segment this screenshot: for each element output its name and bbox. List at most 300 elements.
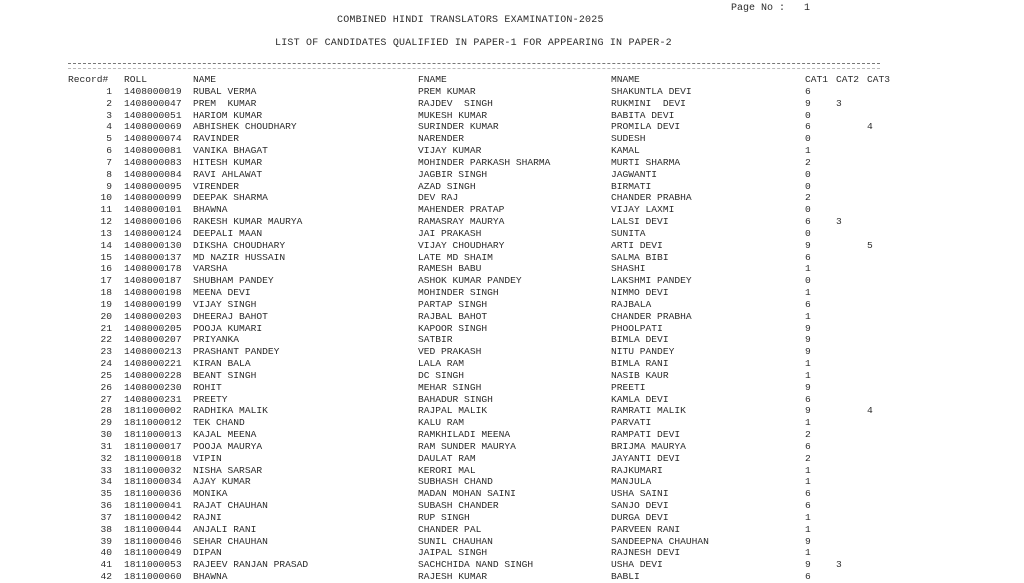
roll-cell: 1811000012 [124, 417, 182, 429]
table-row [0, 382, 1024, 394]
cat1-cell: 9 [805, 334, 811, 346]
mname-cell: RAJKUMARI [611, 464, 663, 476]
roll-cell: 1811000049 [124, 547, 182, 559]
cat1-cell: 6 [805, 488, 811, 500]
mname-cell: BIMLA RANI [611, 358, 669, 370]
record-cell: 23 [100, 346, 112, 358]
mname-cell: BIRMATI [611, 180, 652, 192]
cat1-cell: 9 [805, 239, 811, 251]
record-cell: 35 [100, 488, 112, 500]
record-cell: 27 [100, 393, 112, 405]
header-name: NAME [193, 74, 217, 85]
roll-cell: 1408000199 [124, 298, 182, 310]
record-cell: 18 [100, 287, 112, 299]
fname-cell: SATBIR [418, 334, 453, 346]
name-cell: SHUBHAM PANDEY [193, 275, 274, 287]
header-cat1: CAT1 [805, 74, 829, 85]
table-row [0, 405, 1024, 417]
record-cell: 25 [100, 369, 112, 381]
cat3-cell: 4 [867, 121, 873, 133]
cat1-cell: 6 [805, 571, 811, 583]
name-cell: DIKSHA CHOUDHARY [193, 239, 286, 251]
fname-cell: RAJDEV SINGH [418, 97, 493, 109]
table-row [0, 547, 1024, 559]
name-cell: BEANT SINGH [193, 369, 257, 381]
cat2-cell: 3 [836, 216, 842, 228]
cat1-cell: 6 [805, 86, 811, 97]
table-row [0, 133, 1024, 145]
name-cell: DEEPALI MAAN [193, 227, 263, 239]
name-cell: RAJNI [193, 511, 222, 523]
cat1-cell: 0 [805, 180, 811, 192]
cat1-cell: 1 [805, 511, 811, 523]
fname-cell: MAHENDER PRATAP [418, 204, 505, 216]
cat1-cell: 1 [805, 417, 811, 429]
cat3-cell: 4 [867, 405, 873, 417]
fname-cell: RAMESH BABU [418, 263, 482, 275]
mname-cell: LAKSHMI PANDEY [611, 275, 692, 287]
fname-cell: VIJAY KUMAR [418, 145, 482, 157]
mname-cell: MURTI SHARMA [611, 156, 681, 168]
fname-cell: MEHAR SINGH [418, 381, 482, 393]
cat1-cell: 2 [805, 156, 811, 168]
fname-cell: PARTAP SINGH [418, 298, 488, 310]
name-cell: BHAWNA [193, 204, 228, 216]
mname-cell: NASIB KAUR [611, 369, 669, 381]
roll-cell: 1408000213 [124, 346, 182, 358]
header-roll: ROLL [124, 74, 148, 85]
fname-cell: AZAD SINGH [418, 180, 476, 192]
table-row [0, 110, 1024, 122]
name-cell: POOJA MAURYA [193, 440, 263, 452]
fname-cell: DC SINGH [418, 369, 465, 381]
cat1-cell: 1 [805, 523, 811, 535]
roll-cell: 1408000228 [124, 369, 182, 381]
fname-cell: JAIPAL SINGH [418, 547, 488, 559]
mname-cell: JAYANTI DEVI [611, 452, 681, 464]
cat2-cell: 3 [836, 97, 842, 109]
record-cell: 11 [100, 204, 112, 216]
name-cell: PRASHANT PANDEY [193, 346, 280, 358]
cat1-cell: 6 [805, 298, 811, 310]
table-row [0, 98, 1024, 110]
record-cell: 32 [100, 452, 112, 464]
mname-cell: SUNITA [611, 227, 646, 239]
cat1-cell: 0 [805, 109, 811, 121]
roll-cell: 1811000034 [124, 476, 182, 488]
mname-cell: RAMPATI DEVI [611, 429, 681, 441]
name-cell: DIPAN [193, 547, 222, 559]
roll-cell: 1408000124 [124, 227, 182, 239]
page-number-value: 1 [804, 3, 811, 14]
cat1-cell: 6 [805, 216, 811, 228]
fname-cell: NARENDER [418, 133, 465, 145]
table-row [0, 441, 1024, 453]
fname-cell: RAM SUNDER MAURYA [418, 440, 516, 452]
mname-cell: JAGWANTI [611, 168, 658, 180]
name-cell: RADHIKA MALIK [193, 405, 268, 417]
cat1-cell: 1 [805, 287, 811, 299]
fname-cell: ASHOK KUMAR PANDEY [418, 275, 522, 287]
mname-cell: MANJULA [611, 476, 652, 488]
record-cell: 15 [100, 251, 112, 263]
roll-cell: 1408000074 [124, 133, 182, 145]
cat3-cell: 5 [867, 239, 873, 251]
mname-cell: RUKMINI DEVI [611, 97, 686, 109]
table-row [0, 346, 1024, 358]
table-row [0, 252, 1024, 264]
name-cell: KIRAN BALA [193, 358, 251, 370]
fname-cell: KAPOOR SINGH [418, 322, 488, 334]
mname-cell: NIMMO DEVI [611, 287, 669, 299]
cat1-cell: 9 [805, 381, 811, 393]
mname-cell: PROMILA DEVI [611, 121, 681, 133]
record-cell: 29 [100, 417, 112, 429]
mname-cell: RAJNESH DEVI [611, 547, 681, 559]
mname-cell: CHANDER PRABHA [611, 310, 692, 322]
table-row [0, 536, 1024, 548]
name-cell: MONIKA [193, 488, 228, 500]
mname-cell: BIMLA DEVI [611, 334, 669, 346]
table-row [0, 263, 1024, 275]
cat1-cell: 6 [805, 393, 811, 405]
name-cell: HARIOM KUMAR [193, 109, 263, 121]
fname-cell: RUP SINGH [418, 511, 470, 523]
roll-cell: 1408000081 [124, 145, 182, 157]
cat1-cell: 9 [805, 97, 811, 109]
cat1-cell: 1 [805, 547, 811, 559]
table-row [0, 465, 1024, 477]
cat1-cell: 0 [805, 133, 811, 145]
mname-cell: SANDEEPNA CHAUHAN [611, 535, 709, 547]
cat1-cell: 6 [805, 500, 811, 512]
fname-cell: VIJAY CHOUDHARY [418, 239, 505, 251]
name-cell: VANIKA BHAGAT [193, 145, 268, 157]
mname-cell: PARVEEN RANI [611, 523, 681, 535]
record-cell: 21 [100, 322, 112, 334]
record-cell: 39 [100, 535, 112, 547]
fname-cell: KALU RAM [418, 417, 465, 429]
table-row [0, 453, 1024, 465]
roll-cell: 1408000221 [124, 358, 182, 370]
roll-cell: 1811000053 [124, 559, 182, 571]
name-cell: DEEPAK SHARMA [193, 192, 268, 204]
fname-cell: SACHCHIDA NAND SINGH [418, 559, 534, 571]
list-title: LIST OF CANDIDATES QUALIFIED IN PAPER-1 FOR APPEARING IN PAPER-2 [275, 38, 672, 49]
table-row [0, 488, 1024, 500]
table-row [0, 500, 1024, 512]
table-row [0, 358, 1024, 370]
roll-cell: 1811000036 [124, 488, 182, 500]
name-cell: VIRENDER [193, 180, 240, 192]
table-row [0, 228, 1024, 240]
table-row [0, 524, 1024, 536]
record-cell: 24 [100, 358, 112, 370]
record-cell: 42 [100, 571, 112, 583]
fname-cell: BAHADUR SINGH [418, 393, 493, 405]
cat1-cell: 9 [805, 346, 811, 358]
name-cell: RAVI AHLAWAT [193, 168, 263, 180]
record-cell: 34 [100, 476, 112, 488]
table-row [0, 204, 1024, 216]
mname-cell: BABITA DEVI [611, 109, 675, 121]
roll-cell: 1408000051 [124, 109, 182, 121]
name-cell: POOJA KUMARI [193, 322, 263, 334]
cat1-cell: 2 [805, 192, 811, 204]
header-cat3: CAT3 [867, 74, 891, 85]
roll-cell: 1408000047 [124, 97, 182, 109]
roll-cell: 1408000198 [124, 287, 182, 299]
cat1-cell: 1 [805, 476, 811, 488]
fname-cell: LATE MD SHAIM [418, 251, 493, 263]
name-cell: SEHAR CHAUHAN [193, 535, 268, 547]
name-cell: TEK CHAND [193, 417, 245, 429]
header-fname: FNAME [418, 74, 447, 85]
table-row [0, 559, 1024, 571]
table-row [0, 429, 1024, 441]
record-cell: 2 [106, 97, 112, 109]
name-cell: ABHISHEK CHOUDHARY [193, 121, 297, 133]
fname-cell: JAGBIR SINGH [418, 168, 488, 180]
fname-cell: KERORI MAL [418, 464, 476, 476]
mname-cell: PREETI [611, 381, 646, 393]
fname-cell: JAI PRAKASH [418, 227, 482, 239]
table-row [0, 169, 1024, 181]
table-row [0, 334, 1024, 346]
record-cell: 14 [100, 239, 112, 251]
name-cell: HITESH KUMAR [193, 156, 263, 168]
mname-cell: KAMLA DEVI [611, 393, 669, 405]
page-number [731, 3, 811, 14]
table-row [0, 240, 1024, 252]
fname-cell: LALA RAM [418, 358, 465, 370]
header-mname: MNAME [611, 74, 640, 85]
name-cell: PREM KUMAR [193, 97, 257, 109]
fname-cell: RAJPAL MALIK [418, 405, 488, 417]
mname-cell: PHOOLPATI [611, 322, 663, 334]
table-row [0, 323, 1024, 335]
roll-cell: 1408000230 [124, 381, 182, 393]
fname-cell: DAULAT RAM [418, 452, 476, 464]
record-cell: 16 [100, 263, 112, 275]
fname-cell: SUNIL CHAUHAN [418, 535, 493, 547]
record-cell: 17 [100, 275, 112, 287]
cat1-cell: 9 [805, 559, 811, 571]
table-row [0, 476, 1024, 488]
roll-cell: 1408000099 [124, 192, 182, 204]
name-cell: PREETY [193, 393, 228, 405]
table-row [0, 299, 1024, 311]
cat1-cell: 6 [805, 121, 811, 133]
name-cell: MEENA DEVI [193, 287, 251, 299]
table-row [0, 417, 1024, 429]
record-cell: 12 [100, 216, 112, 228]
table-row [0, 512, 1024, 524]
mname-cell: ARTI DEVI [611, 239, 663, 251]
mname-cell: SUDESH [611, 133, 646, 145]
roll-cell: 1408000178 [124, 263, 182, 275]
record-cell: 10 [100, 192, 112, 204]
roll-cell: 1811000017 [124, 440, 182, 452]
record-cell: 38 [100, 523, 112, 535]
record-cell: 30 [100, 429, 112, 441]
fname-cell: DEV RAJ [418, 192, 459, 204]
mname-cell: CHANDER PRABHA [611, 192, 692, 204]
roll-cell: 1408000207 [124, 334, 182, 346]
record-cell: 9 [106, 180, 112, 192]
table-row [0, 311, 1024, 323]
record-cell: 22 [100, 334, 112, 346]
fname-cell: RAMKHILADI MEENA [418, 429, 511, 441]
name-cell: PRIYANKA [193, 334, 240, 346]
roll-cell: 1408000084 [124, 168, 182, 180]
mname-cell: SHAKUNTLA DEVI [611, 86, 692, 97]
roll-cell: 1811000046 [124, 535, 182, 547]
record-cell: 19 [100, 298, 112, 310]
mname-cell: PARVATI [611, 417, 652, 429]
record-cell: 13 [100, 227, 112, 239]
record-cell: 41 [100, 559, 112, 571]
table-row [0, 287, 1024, 299]
cat2-cell: 3 [836, 559, 842, 571]
record-cell: 40 [100, 547, 112, 559]
roll-cell: 1811000032 [124, 464, 182, 476]
fname-cell: MOHINDER SINGH [418, 287, 499, 299]
name-cell: BHAWNA [193, 571, 228, 583]
mname-cell: KAMAL [611, 145, 640, 157]
record-cell: 5 [106, 133, 112, 145]
cat1-cell: 2 [805, 429, 811, 441]
roll-cell: 1811000060 [124, 571, 182, 583]
fname-cell: MOHINDER PARKASH SHARMA [418, 156, 551, 168]
name-cell: RAJAT CHAUHAN [193, 500, 268, 512]
roll-cell: 1408000137 [124, 251, 182, 263]
mname-cell: DURGA DEVI [611, 511, 669, 523]
fname-cell: PREM KUMAR [418, 86, 476, 97]
cat1-cell: 1 [805, 369, 811, 381]
roll-cell: 1408000205 [124, 322, 182, 334]
record-cell: 20 [100, 310, 112, 322]
table-row [0, 394, 1024, 406]
cat1-cell: 0 [805, 227, 811, 239]
name-cell: RUBAL VERMA [193, 86, 257, 97]
cat1-cell: 2 [805, 452, 811, 464]
mname-cell: USHA DEVI [611, 559, 663, 571]
name-cell: MD NAZIR HUSSAIN [193, 251, 286, 263]
cat1-cell: 1 [805, 358, 811, 370]
fname-cell: SUBHASH CHAND [418, 476, 493, 488]
cat1-cell: 9 [805, 322, 811, 334]
record-cell: 28 [100, 405, 112, 417]
record-cell: 3 [106, 109, 112, 121]
record-cell: 8 [106, 168, 112, 180]
mname-cell: RAJBALA [611, 298, 652, 310]
name-cell: RAKESH KUMAR MAURYA [193, 216, 303, 228]
name-cell: DHEERAJ BAHOT [193, 310, 268, 322]
mname-cell: SHASHI [611, 263, 646, 275]
cat1-cell: 9 [805, 405, 811, 417]
cat1-cell: 0 [805, 275, 811, 287]
mname-cell: RAMRATI MALIK [611, 405, 686, 417]
name-cell: VIJAY SINGH [193, 298, 257, 310]
exam-title: COMBINED HINDI TRANSLATORS EXAMINATION-2025 [337, 15, 604, 26]
record-cell: 4 [106, 121, 112, 133]
mname-cell: NITU PANDEY [611, 346, 675, 358]
fname-cell: CHANDER PAL [418, 523, 482, 535]
record-cell: 1 [106, 86, 112, 97]
fname-cell: RAJESH KUMAR [418, 571, 488, 583]
table-header-row [0, 74, 1024, 86]
table-row [0, 145, 1024, 157]
record-cell: 31 [100, 440, 112, 452]
fname-cell: MADAN MOHAN SAINI [418, 488, 516, 500]
name-cell: AJAY KUMAR [193, 476, 251, 488]
name-cell: NISHA SARSAR [193, 464, 263, 476]
name-cell: VARSHA [193, 263, 228, 275]
cat1-cell: 6 [805, 251, 811, 263]
roll-cell: 1811000002 [124, 405, 182, 417]
name-cell: ANJALI RANI [193, 523, 257, 535]
roll-cell: 1811000044 [124, 523, 182, 535]
mname-cell: BABLI [611, 571, 640, 583]
roll-cell: 1408000095 [124, 180, 182, 192]
page-number-label: Page No : [731, 3, 786, 14]
cat1-cell: 9 [805, 535, 811, 547]
roll-cell: 1408000187 [124, 275, 182, 287]
mname-cell: SALMA BIBI [611, 251, 669, 263]
roll-cell: 1811000013 [124, 429, 182, 441]
roll-cell: 1811000042 [124, 511, 182, 523]
record-cell: 6 [106, 145, 112, 157]
mname-cell: SANJO DEVI [611, 500, 669, 512]
cat1-cell: 1 [805, 145, 811, 157]
table-row [0, 86, 1024, 98]
header-record: Record# [68, 74, 109, 85]
table-row [0, 216, 1024, 228]
roll-cell: 1408000019 [124, 86, 182, 97]
cat1-cell: 6 [805, 440, 811, 452]
name-cell: RAVINDER [193, 133, 240, 145]
roll-cell: 1811000018 [124, 452, 182, 464]
name-cell: VIPIN [193, 452, 222, 464]
header-cat2: CAT2 [836, 74, 860, 85]
cat1-cell: 1 [805, 464, 811, 476]
dashed-divider [68, 63, 880, 69]
mname-cell: BRIJMA MAURYA [611, 440, 686, 452]
cat1-cell: 0 [805, 168, 811, 180]
mname-cell: VIJAY LAXMI [611, 204, 675, 216]
table-row [0, 157, 1024, 169]
cat1-cell: 0 [805, 204, 811, 216]
table-row [0, 121, 1024, 133]
table-row [0, 370, 1024, 382]
table-row [0, 275, 1024, 287]
fname-cell: MUKESH KUMAR [418, 109, 488, 121]
cat1-cell: 1 [805, 263, 811, 275]
roll-cell: 1811000041 [124, 500, 182, 512]
table-row [0, 192, 1024, 204]
record-cell: 33 [100, 464, 112, 476]
roll-cell: 1408000083 [124, 156, 182, 168]
mname-cell: USHA SAINI [611, 488, 669, 500]
record-cell: 36 [100, 500, 112, 512]
record-cell: 26 [100, 381, 112, 393]
roll-cell: 1408000101 [124, 204, 182, 216]
roll-cell: 1408000106 [124, 216, 182, 228]
roll-cell: 1408000069 [124, 121, 182, 133]
table-row [0, 181, 1024, 193]
record-cell: 37 [100, 511, 112, 523]
